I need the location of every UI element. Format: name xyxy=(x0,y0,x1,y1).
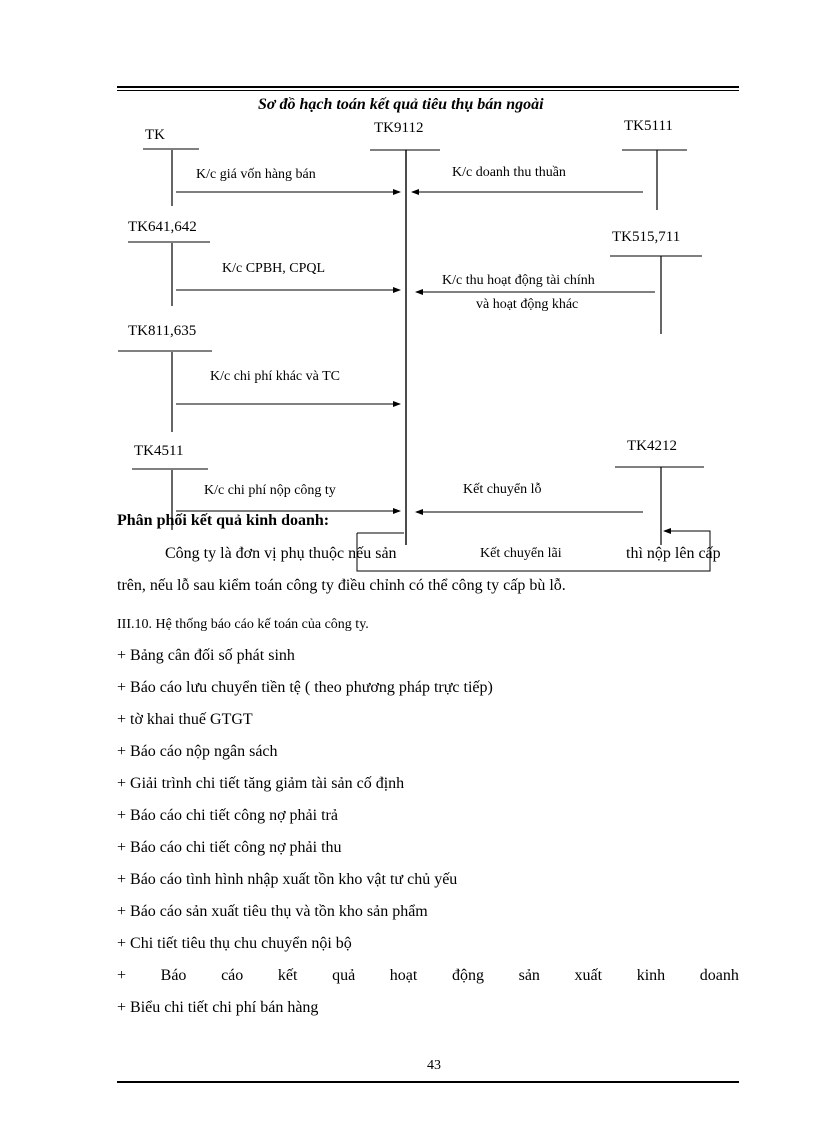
page-number: 43 xyxy=(427,1058,441,1073)
report-item-last: + Biểu chi tiết chi phí bán hàng xyxy=(117,999,319,1016)
report-item: + Báo cáo lưu chuyển tiền tệ ( theo phương pháp trực tiếp) xyxy=(117,679,493,696)
section-heading: Phân phối kết quả kinh doanh: xyxy=(117,512,330,529)
justified-word: quả xyxy=(332,967,356,984)
account-tk4212: TK4212 xyxy=(627,438,677,454)
label-cp-nop: K/c chi phí nộp công ty xyxy=(204,483,336,498)
reports-heading: III.10. Hệ thống báo cáo kế toán của công ty. xyxy=(117,617,369,632)
label-doanh-thu: K/c doanh thu thuần xyxy=(452,165,566,180)
account-tk811: TK811,635 xyxy=(128,323,197,339)
report-item: + tờ khai thuế GTGT xyxy=(117,711,253,728)
report-item: + Giải trình chi tiết tăng giảm tài sản cố định xyxy=(117,775,405,792)
paragraph-line2: trên, nếu lỗ sau kiểm toán công ty điều chỉnh có thể công ty cấp bù lỗ. xyxy=(117,577,566,594)
label-lo: Kết chuyển lỗ xyxy=(463,482,542,497)
justified-word: kinh xyxy=(636,967,666,984)
account-tk515: TK515,711 xyxy=(612,229,681,245)
justified-word: sản xyxy=(518,967,540,984)
account-tk5111: TK5111 xyxy=(624,118,673,134)
justified-word: Báo xyxy=(160,967,187,984)
label-lai: Kết chuyển lãi xyxy=(480,546,562,561)
report-item: + Báo cáo chi tiết công nợ phải thu xyxy=(117,839,342,856)
label-cpbh: K/c CPBH, CPQL xyxy=(222,261,326,276)
report-item: + Chi tiết tiêu thụ chu chuyển nội bộ xyxy=(117,935,352,952)
label-hdtc-2: và hoạt động khác xyxy=(476,297,579,312)
report-item-justified xyxy=(117,966,739,986)
report-item: + Báo cáo sản xuất tiêu thụ và tồn kho sản phẩm xyxy=(117,903,428,920)
justified-word: hoạt xyxy=(389,967,418,984)
justified-word: cáo xyxy=(221,967,244,984)
label-hdtc-1: K/c thu hoạt động tài chính xyxy=(442,273,595,288)
label-gia-von: K/c giá vốn hàng bán xyxy=(196,167,316,182)
justified-word: động xyxy=(451,967,484,984)
justified-word: kết xyxy=(277,967,298,984)
justified-word: xuất xyxy=(574,967,603,984)
account-tk641: TK641,642 xyxy=(128,219,197,235)
paragraph-line1-a: Công ty là đơn vị phụ thuộc nếu sản xyxy=(165,545,397,562)
justified-word: doanh xyxy=(699,967,739,984)
report-item: + Báo cáo nộp ngân sách xyxy=(117,743,278,760)
account-tk9112: TK9112 xyxy=(374,120,424,136)
report-item: + Báo cáo tình hình nhập xuất tồn kho vật tư chủ yếu xyxy=(117,871,458,888)
diagram-title: Sơ đồ hạch toán kết quả tiêu thụ bán ngoài xyxy=(258,96,544,113)
paragraph-line1-b: thì nộp lên cấp xyxy=(626,545,721,562)
account-tk: TK xyxy=(145,127,165,143)
label-cp-khac: K/c chi phí khác và TC xyxy=(210,369,340,384)
justified-word: + xyxy=(117,967,127,984)
footer-rule xyxy=(117,1081,739,1083)
report-item: + Báo cáo chi tiết công nợ phải trả xyxy=(117,807,338,824)
account-tk4511: TK4511 xyxy=(134,443,184,459)
report-item: + Bảng cân đối số phát sinh xyxy=(117,647,295,664)
